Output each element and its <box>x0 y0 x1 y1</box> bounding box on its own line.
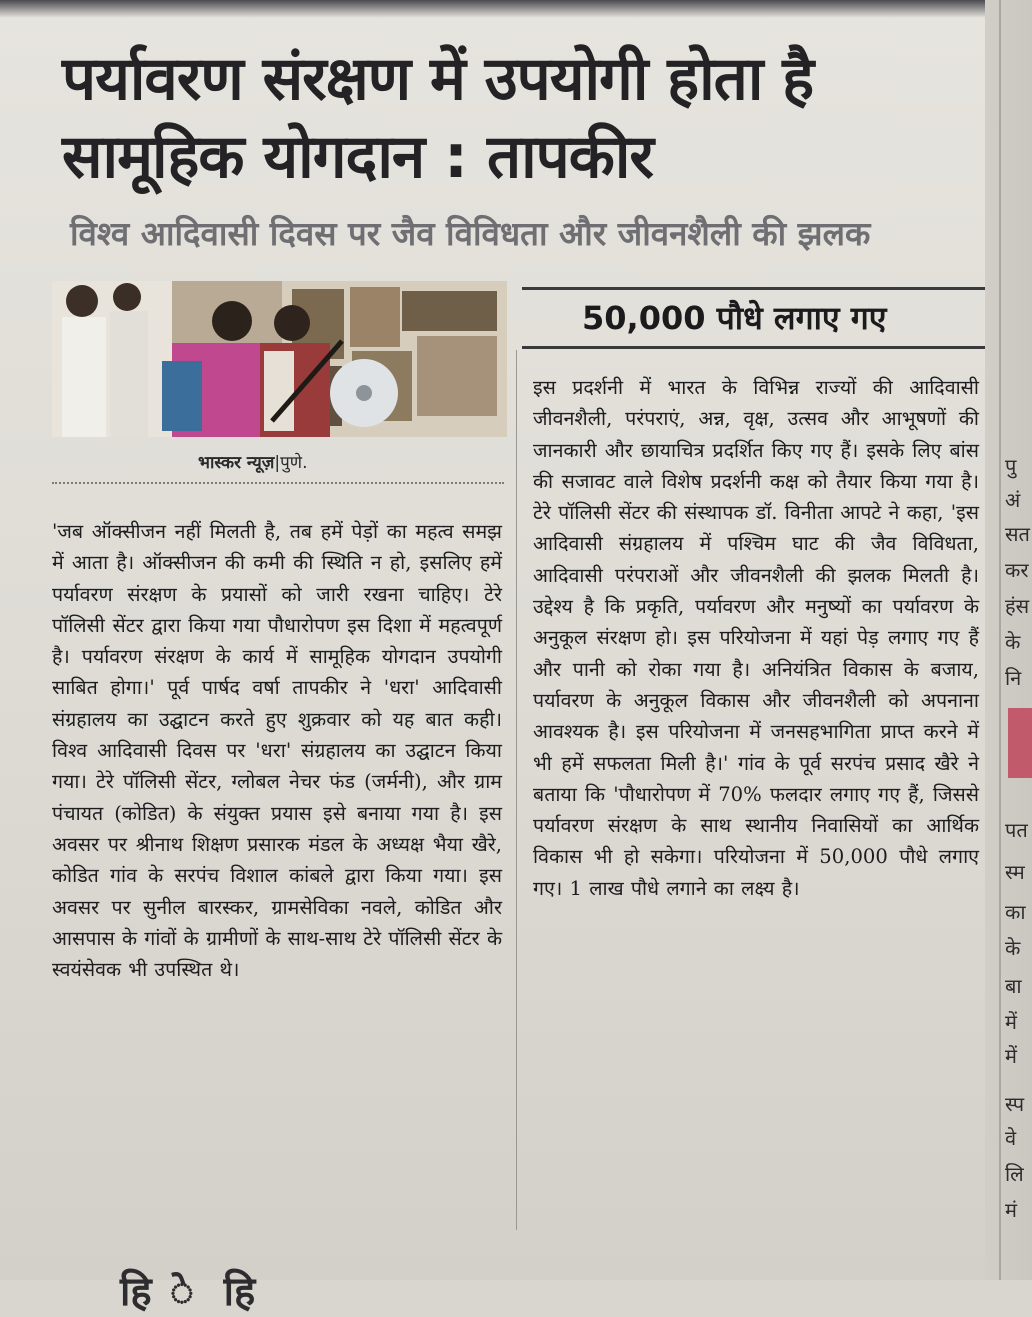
byline: भास्कर न्यूज़|पुणे. <box>198 453 308 473</box>
strip-fragment: नि <box>1005 666 1022 690</box>
strip-fragment: का <box>1005 900 1026 924</box>
section-rule-bottom <box>522 346 997 349</box>
news-photo <box>52 281 507 437</box>
section-heading: 50,000 पौधे लगाए गए <box>582 299 887 337</box>
strip-fragment: कर <box>1005 558 1029 582</box>
column-divider <box>516 350 517 1230</box>
adjacent-article-strip <box>985 0 1032 1280</box>
strip-fragment: बा <box>1005 974 1022 998</box>
strip-fragment: स्म <box>1005 860 1025 884</box>
strip-fragment: अं <box>1005 488 1021 512</box>
strip-red-block <box>1008 708 1032 778</box>
strip-fragment: के <box>1005 630 1021 654</box>
strip-fragment: में <box>1005 1010 1017 1034</box>
next-headline-fragment: हि े हि <box>120 1269 264 1315</box>
strip-fragment: वे <box>1005 1126 1017 1150</box>
strip-rule <box>999 0 1001 1280</box>
strip-fragment: में <box>1005 1044 1017 1068</box>
exhibition-photo-illustration <box>52 281 507 437</box>
byline-source: भास्कर न्यूज़ <box>198 453 275 473</box>
strip-fragment: पत <box>1005 818 1028 842</box>
dotted-separator <box>52 482 504 484</box>
strip-fragment: लि <box>1005 1162 1024 1186</box>
section-rule-top <box>522 287 997 290</box>
strip-fragment: हंस <box>1005 594 1030 618</box>
strip-fragment: के <box>1005 936 1021 960</box>
strip-fragment: सत <box>1005 522 1030 546</box>
byline-city: पुणे. <box>280 453 308 473</box>
article-middle-column: इस प्रदर्शनी में भारत के विभिन्न राज्यों की आदिवासी जीवनशैली, परंपराएं, अन्न, वृक्ष, उत्सव और आभूषणों की जानकारी और छायाचित्र प्रदर्शित किए गए हैं। इसके लिए बांस की सजावट वाले विशेष प्रदर्शनी कक्ष को तैयार किया गया है। टेरे पॉलिसी सेंटर की संस्थापक डॉ. विनीता आपटे ने कहा, 'इस आदिवासी संग्रहालय में पश्चिम घाट की जैव विविधता, आदिवासी परंपराओं और जीवनशैली की झलक मिलती है। उद्देश्य है कि प्रकृति, पर्यावरण और मनुष्यों का पर्यावरण के अनुकूल संरक्षण हो। इस परियोजना में यहां पेड़ लगाए गए हैं और पानी को रोका गया है। अनियंत्रित विकास के बजाय, पर्यावरण के अनुकूल विकास और जीवनशैली को अपनाना आवश्यक है। इस परियोजना में जनसहभागिता प्राप्त करने में भी हमें सफलता मिली है।' गांव के पूर्व सरपंच प्रसाद खैरे ने बताया कि 'पौधारोपण में 70% फलदार लगाए गए हैं, जिससे पर्यावरण संरक्षण के साथ स्थानीय निवासियों का आर्थिक विकास भी हो सकेगा। परियोजना में 50,000 पौधे लगाए गए। 1 लाख पौधे लगाने का लक्ष्य है। <box>533 376 979 900</box>
page-shadow <box>0 0 1032 18</box>
strip-fragment: मं <box>1005 1198 1017 1222</box>
strip-fragment: पु <box>1005 454 1017 478</box>
strip-fragment: स्प <box>1005 1092 1025 1116</box>
article-left-column: 'जब ऑक्सीजन नहीं मिलती है, तब हमें पेड़ों का महत्व समझ में आता है। ऑक्सीजन की कमी की स्थिति न हो, इसलिए हमें पर्यावरण संरक्षण के प्रयासों को जारी रखना चाहिए। टेरे पॉलिसी सेंटर द्वारा किया गया पौधारोपण इस दिशा में महत्वपूर्ण है। पर्यावरण संरक्षण के कार्य में सामूहिक योगदान उपयोगी साबित होगा।' पूर्व पार्षद वर्षा तापकीर ने 'धरा' आदिवासी संग्रहालय का उद्घाटन करते हुए शुक्रवार को यह बात कही। विश्व आदिवासी दिवस पर 'धरा' संग्रहालय का उद्घाटन किया गया। टेरे पॉलिसी सेंटर, ग्लोबल नेचर फंड (जर्मनी), और ग्राम पंचायत (कोडित) के संयुक्त प्रयास इसे बनाया गया है। इस अवसर पर श्रीनाथ शिक्षण प्रसारक मंडल के अध्यक्ष भैया खैरे, कोडित गांव के सरपंच विशाल कांबले द्वारा किया गया। इस अवसर पर सुनील बारस्कर, ग्रामसेविका नवले, कोडित और आसपास के गांवों के ग्रामीणों के साथ-साथ टेरे पॉलिसी सेंटर के स्वयंसेवक भी उपस्थित थे। <box>52 520 502 982</box>
subheadline: विश्व आदिवासी दिवस पर जैव विविधता और जीवनशैली की झलक <box>70 214 871 253</box>
headline: पर्यावरण संरक्षण में उपयोगी होता है सामूहिक योगदान : तापकीर <box>62 44 814 192</box>
